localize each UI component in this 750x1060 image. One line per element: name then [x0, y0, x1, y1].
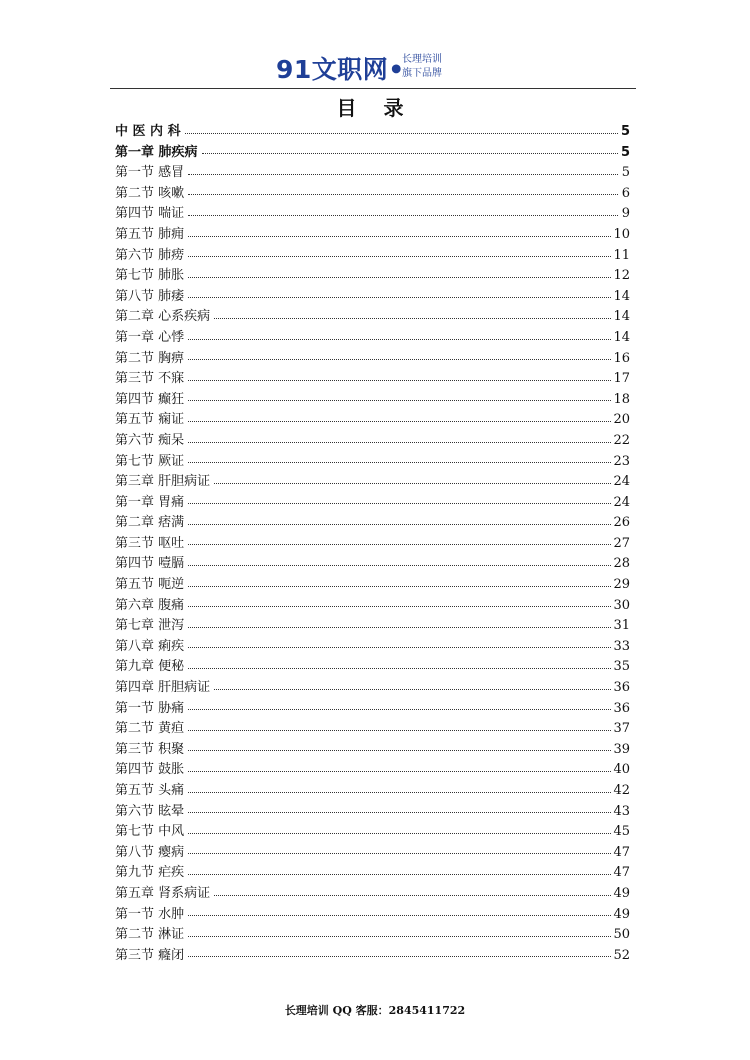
toc-leader-dots [188, 236, 611, 237]
toc-leader-dots [188, 668, 611, 669]
toc-entry-label: 第五节 肺痈 [115, 226, 185, 242]
toc-entry[interactable] [115, 655, 630, 676]
brand-logo: 91文职网• [276, 55, 405, 84]
toc-entry-page: 39 [613, 741, 630, 757]
toc-leader-dots [188, 647, 611, 648]
toc-entry[interactable] [115, 141, 630, 162]
toc-entry-page: 26 [613, 515, 630, 531]
toc-entry-label: 第一章 胃痛 [115, 494, 185, 510]
toc-entry-page: 14 [613, 309, 630, 325]
toc-entry-label: 第九节 疟疾 [115, 865, 185, 881]
toc-entry-page: 45 [613, 824, 630, 840]
toc-entry-label: 第四节 噎膈 [115, 556, 185, 572]
toc-entry-label: 第八章 痢疾 [115, 638, 185, 654]
toc-entry[interactable] [115, 429, 630, 450]
toc-leader-dots [188, 915, 611, 916]
toc-entry-page: 42 [613, 783, 630, 798]
toc-entry[interactable] [115, 367, 630, 388]
toc-entry[interactable] [115, 882, 630, 903]
toc-entry-page: 14 [613, 329, 630, 345]
toc-entry-label: 第一节 水肿 [115, 906, 185, 922]
toc-leader-dots [188, 956, 611, 957]
toc-entry[interactable] [115, 347, 630, 368]
toc-entry[interactable] [115, 305, 630, 326]
toc-entry-label: 第一章 心悸 [115, 329, 185, 345]
toc-leader-dots [188, 627, 611, 628]
toc-entry-page: 9 [621, 206, 630, 222]
toc-entry-label: 第八节 瘿病 [115, 844, 185, 860]
toc-entry-page: 52 [613, 947, 630, 963]
toc-entry[interactable] [115, 450, 630, 471]
toc-entry[interactable] [115, 326, 630, 347]
toc-entry-label: 第二节 淋证 [115, 927, 185, 943]
toc-entry-label: 第六节 痴呆 [115, 432, 185, 448]
toc-entry-label: 第七节 中风 [115, 824, 185, 840]
toc-entry-page: 40 [613, 762, 630, 778]
toc-entry-label: 第二章 心系疾病 [115, 309, 211, 325]
toc-entry[interactable] [115, 511, 630, 532]
toc-leader-dots [188, 833, 611, 834]
toc-entry[interactable] [115, 944, 630, 965]
toc-leader-dots [214, 895, 611, 896]
toc-leader-dots [188, 194, 618, 195]
brand-subtitle-line1: 长理培训 [402, 54, 442, 65]
toc-entry-page: 29 [613, 577, 630, 593]
toc-entry[interactable] [115, 676, 630, 697]
toc-entry[interactable] [115, 841, 630, 862]
toc-entry-label: 第二节 咳嗽 [115, 185, 185, 201]
toc-entry[interactable] [115, 635, 630, 656]
toc-entry[interactable] [115, 594, 630, 615]
toc-entry-page: 6 [621, 185, 630, 201]
toc-entry-page: 33 [613, 638, 630, 654]
toc-entry[interactable] [115, 758, 630, 779]
toc-entry-label: 第四章 肝胆病证 [115, 680, 211, 696]
toc-entry-page: 12 [613, 268, 630, 284]
toc-leader-dots [188, 174, 618, 175]
brand-subtitle [402, 53, 442, 81]
toc-entry-page: 49 [613, 906, 630, 922]
toc-entry[interactable] [115, 903, 630, 924]
page-header [0, 48, 750, 84]
toc-leader-dots [188, 771, 611, 772]
toc-entry-label: 第四节 喘证 [115, 206, 185, 222]
toc-entry-label: 第四节 鼓胀 [115, 762, 185, 778]
toc-entry[interactable] [115, 532, 630, 553]
toc-entry[interactable] [115, 717, 630, 738]
toc-leader-dots [188, 565, 611, 566]
toc-leader-dots [188, 400, 611, 401]
header-divider [110, 88, 636, 89]
toc-entry-page: 16 [613, 350, 630, 366]
toc-entry-page: 20 [613, 412, 630, 428]
toc-entry[interactable] [115, 923, 630, 944]
toc-entry-label: 第三节 呕吐 [115, 535, 185, 551]
toc-leader-dots [188, 359, 611, 360]
toc-entry-page: 17 [613, 371, 630, 387]
table-of-contents [115, 120, 630, 964]
toc-entry[interactable] [115, 573, 630, 594]
toc-entry-page: 27 [613, 535, 630, 551]
toc-entry[interactable] [115, 820, 630, 841]
page-footer: 长理培训 QQ 客服：2845411722 [284, 1004, 466, 1017]
brand-subtitle-line2: 旗下品牌 [402, 68, 442, 79]
toc-entry-label: 第四节 癫狂 [115, 391, 185, 407]
toc-leader-dots [188, 524, 611, 525]
toc-entry-label: 第一章 肺疾病 [115, 144, 198, 160]
toc-entry-label: 第五节 头痛 [115, 783, 185, 798]
toc-entry-page: 36 [613, 700, 630, 716]
toc-leader-dots [202, 153, 618, 154]
toc-leader-dots [188, 256, 611, 257]
toc-entry-page: 24 [613, 474, 630, 490]
toc-entry-label: 第六章 腹痛 [115, 597, 185, 613]
toc-entry-page: 36 [613, 680, 630, 696]
toc-entry-page: 5 [620, 124, 630, 139]
toc-entry[interactable] [115, 779, 630, 800]
toc-leader-dots [188, 936, 611, 937]
toc-entry[interactable] [115, 800, 630, 821]
toc-entry-page: 5 [621, 165, 630, 181]
toc-leader-dots [188, 750, 611, 751]
toc-entry-page: 50 [613, 927, 630, 943]
toc-leader-dots [188, 874, 611, 875]
toc-entry-label: 第二节 胸痹 [115, 350, 185, 366]
toc-entry-label: 第九章 便秘 [115, 659, 185, 675]
toc-entry-page: 11 [613, 247, 630, 263]
toc-entry[interactable] [115, 408, 630, 429]
toc-leader-dots [214, 689, 611, 690]
toc-entry-label: 中 医 内 科 [115, 124, 181, 139]
toc-entry[interactable] [115, 182, 630, 203]
toc-entry-label: 第六节 眩晕 [115, 803, 185, 819]
toc-entry-page: 22 [613, 432, 630, 448]
toc-leader-dots [188, 277, 611, 278]
toc-entry-label: 第一节 胁痛 [115, 700, 185, 716]
toc-entry[interactable] [115, 285, 630, 306]
toc-entry-page: 37 [613, 721, 630, 737]
toc-entry-label: 第七章 泄泻 [115, 618, 185, 634]
toc-entry[interactable] [115, 861, 630, 882]
toc-entry-label: 第三节 不寐 [115, 371, 185, 387]
toc-entry-page: 43 [613, 803, 630, 819]
toc-leader-dots [188, 730, 611, 731]
toc-entry-page: 18 [613, 391, 630, 407]
toc-leader-dots [188, 606, 611, 607]
toc-entry-label: 第七节 肺胀 [115, 268, 185, 284]
toc-entry-label: 第三节 积聚 [115, 741, 185, 757]
toc-entry-page: 28 [613, 556, 630, 572]
toc-entry[interactable] [115, 738, 630, 759]
toc-entry-page: 49 [613, 885, 630, 901]
toc-entry-page: 30 [613, 597, 630, 613]
toc-leader-dots [188, 792, 611, 793]
toc-entry[interactable] [115, 614, 630, 635]
toc-entry-page: 24 [613, 494, 630, 510]
toc-leader-dots [188, 709, 611, 710]
toc-entry[interactable] [115, 491, 630, 512]
toc-entry[interactable] [115, 697, 630, 718]
toc-leader-dots [214, 318, 611, 319]
toc-entry-label: 第六节 肺痨 [115, 247, 185, 263]
toc-entry[interactable] [115, 470, 630, 491]
toc-leader-dots [188, 853, 611, 854]
toc-entry[interactable] [115, 202, 630, 223]
toc-entry-page: 47 [613, 844, 630, 860]
toc-leader-dots [188, 339, 611, 340]
toc-entry[interactable] [115, 223, 630, 244]
toc-leader-dots [188, 462, 611, 463]
toc-entry-label: 第八节 肺痿 [115, 288, 185, 304]
toc-entry-page: 23 [613, 453, 630, 469]
toc-leader-dots [185, 133, 618, 134]
toc-entry-page: 31 [613, 618, 630, 634]
toc-entry-label: 第五节 痫证 [115, 412, 185, 428]
toc-leader-dots [188, 544, 611, 545]
toc-entry[interactable] [115, 120, 630, 141]
toc-entry[interactable] [115, 161, 630, 182]
toc-leader-dots [188, 297, 611, 298]
page-title: 目 录 [336, 96, 414, 120]
toc-entry-page: 10 [613, 226, 630, 242]
toc-entry-label: 第三节 癃闭 [115, 947, 185, 963]
toc-entry-label: 第五节 呃逆 [115, 577, 185, 593]
toc-entry[interactable] [115, 264, 630, 285]
toc-leader-dots [188, 812, 611, 813]
toc-leader-dots [188, 503, 611, 504]
toc-entry[interactable] [115, 552, 630, 573]
toc-entry-label: 第五章 肾系病证 [115, 885, 211, 901]
toc-entry-page: 47 [613, 865, 630, 881]
toc-entry[interactable] [115, 388, 630, 409]
toc-leader-dots [188, 586, 611, 587]
toc-entry-label: 第七节 厥证 [115, 453, 185, 469]
toc-entry-page: 14 [613, 288, 630, 304]
toc-leader-dots [214, 483, 611, 484]
toc-leader-dots [188, 421, 611, 422]
toc-entry-label: 第二章 痞满 [115, 515, 185, 531]
toc-entry[interactable] [115, 244, 630, 265]
toc-leader-dots [188, 442, 611, 443]
toc-entry-label: 第二节 黄疸 [115, 721, 185, 737]
toc-entry-label: 第三章 肝胆病证 [115, 474, 211, 490]
toc-entry-page: 35 [613, 659, 630, 675]
toc-entry-page: 5 [620, 144, 630, 160]
toc-entry-label: 第一节 感冒 [115, 165, 185, 181]
toc-leader-dots [188, 215, 618, 216]
toc-leader-dots [188, 380, 611, 381]
